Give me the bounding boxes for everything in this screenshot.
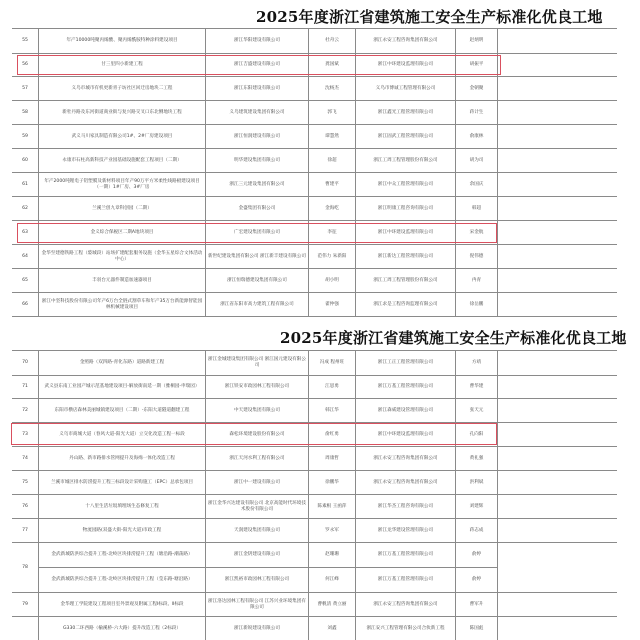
project-manager: 陈素根 王函萍 bbox=[308, 495, 355, 518]
project-name: 兰溪市城区排水防涝提升工程三标段设计采购施工（EPC）总承包项目 bbox=[38, 471, 205, 494]
table-row bbox=[12, 221, 617, 245]
table-row bbox=[12, 375, 617, 399]
project-manager: 范伟力 朱新阳 bbox=[308, 245, 355, 268]
project-manager: 刘鑫 bbox=[308, 617, 355, 640]
row-number: 70 bbox=[22, 360, 28, 365]
empty-cell bbox=[497, 29, 617, 53]
page-title-1: 2025年度浙江省建筑施工安全生产标准化优良工地 bbox=[256, 8, 603, 26]
row-number: 66 bbox=[22, 301, 28, 307]
supervision-company: 浙江工正工程管理有限公司 bbox=[355, 351, 455, 375]
table-row bbox=[12, 519, 617, 543]
table-row bbox=[12, 125, 617, 149]
supervision-company: 浙江固武工程管理有限公司 bbox=[355, 125, 455, 148]
row-number: 72 bbox=[22, 407, 28, 413]
project-manager: 胡小明 bbox=[308, 269, 355, 292]
chief-supervisor: 方靖 bbox=[455, 351, 497, 375]
row-number: 58 bbox=[22, 109, 28, 115]
construction-company: 浙江金钥建设有限公司 bbox=[205, 543, 308, 567]
empty-cell bbox=[497, 197, 617, 220]
table-row bbox=[12, 423, 617, 447]
chief-supervisor: 赵炳明 bbox=[455, 29, 497, 53]
empty-cell bbox=[497, 495, 617, 518]
project-name: 年产10000吨聚丙烯酸、聚丙烯酰胺特种涂料建设项目 bbox=[38, 29, 205, 53]
table-row bbox=[12, 245, 617, 269]
empty-cell bbox=[497, 101, 617, 124]
empty-cell bbox=[497, 617, 617, 640]
project-manager: 李征 bbox=[308, 221, 355, 244]
row-number: 73 bbox=[22, 431, 28, 437]
table-row bbox=[12, 77, 617, 101]
table-row bbox=[12, 197, 617, 221]
table-row-merged bbox=[12, 543, 617, 593]
project-name: 年产2000吨锂电子铝塑膜及新材料项目年产90万平方米柔性线路板建设项目（一期）1#厂房、3#厂房 bbox=[38, 173, 205, 196]
project-manager: 郭飞 bbox=[308, 101, 355, 124]
row-number: 59 bbox=[22, 133, 28, 139]
chief-supervisor: 张天元 bbox=[455, 399, 497, 422]
project-name: 永康市石柱高新科技产业园基础设施配套工程项目（二期） bbox=[38, 149, 205, 172]
project-name: 金义综合保税区二期A地块项目 bbox=[38, 221, 205, 244]
supervision-company: 浙江龙华建设管理有限公司 bbox=[355, 519, 455, 542]
table-row bbox=[12, 617, 617, 640]
project-manager: 龚国斌 bbox=[308, 53, 355, 76]
supervision-company: 浙江明康工程咨询有限公司 bbox=[355, 197, 455, 220]
empty-cell bbox=[497, 221, 617, 244]
supervision-company: 浙江工周工程管理股份有限公司 bbox=[355, 269, 455, 292]
chief-supervisor: 徐岳鹏 bbox=[455, 293, 497, 316]
supervision-company: 浙江中环建设监理有限公司 bbox=[355, 53, 455, 76]
row-number: 77 bbox=[22, 527, 28, 533]
project-name: 武义马川家具制造有限公司1#、2#厂房建设项目 bbox=[38, 125, 205, 148]
row-number: 79 bbox=[22, 601, 28, 607]
construction-company: 中天建设集团有限公司 bbox=[205, 399, 308, 422]
page-title-2: 2025年度浙江省建筑施工安全生产标准化优良工地 bbox=[280, 329, 627, 347]
project-name: 东阳市横店森林美丽城镇建设项目（二期）-东阳大道隧道翻建工程 bbox=[38, 399, 205, 422]
supervision-company: 浙江万基工程管理有限公司 bbox=[355, 543, 455, 567]
sub-row bbox=[38, 568, 497, 592]
construction-company: 浙江华阳建设有限公司 bbox=[205, 29, 308, 53]
project-name: 金华理工学院建设工程项目室外景观及附属工程Ⅰ标段、Ⅱ标段 bbox=[38, 593, 205, 616]
row-number: 60 bbox=[22, 157, 28, 163]
supervision-company: 浙江中环建设监理有限公司 bbox=[355, 423, 455, 446]
chief-supervisor: 胡为司 bbox=[455, 149, 497, 172]
table-row bbox=[12, 101, 617, 125]
construction-company: 浙江恒瑞德建设集团有限公司 bbox=[205, 269, 308, 292]
project-manager: 徐鹏华 bbox=[308, 471, 355, 494]
table-row bbox=[12, 593, 617, 617]
supervision-company: 浙江工周工程管理股份有限公司 bbox=[355, 149, 455, 172]
supervision-company: 浙江安兴工程管理有限公司合伙新工程 bbox=[355, 617, 455, 640]
construction-company: 浙江新锐建设有限公司 bbox=[205, 617, 308, 640]
construction-company: 浙江恒润建设有限公司 bbox=[205, 125, 308, 148]
construction-company: 浙江省东阳市高力建筑工程有限公司 bbox=[205, 293, 308, 316]
chief-supervisor: 曹军升 bbox=[455, 593, 497, 616]
project-manager: 翟仲强 bbox=[308, 293, 355, 316]
row-number: 74 bbox=[22, 455, 28, 461]
row-number: 78 bbox=[22, 564, 28, 570]
project-name: 金照路（双四路-青化东路）道路新建工程 bbox=[38, 351, 205, 375]
supervision-company: 浙江森威建设管理有限公司 bbox=[355, 399, 455, 422]
chief-supervisor: 胡振平 bbox=[455, 53, 497, 76]
chief-supervisor: 陈国彪 bbox=[455, 617, 497, 640]
chief-supervisor: 韩超 bbox=[455, 197, 497, 220]
supervision-company: 浙江万基工程管理有限公司 bbox=[355, 375, 455, 398]
project-manager: 周康哲 bbox=[308, 447, 355, 470]
construction-company: 浙江金华兴达建设有限公司 北京高能时代环境技术股份有限公司 bbox=[205, 495, 308, 518]
chief-supervisor: 曹华建 bbox=[455, 375, 497, 398]
supervision-company: 浙江永安工程咨询集团有限公司 bbox=[355, 593, 455, 616]
empty-cell bbox=[497, 351, 617, 375]
construction-company: 广宏建设集团有限公司 bbox=[205, 221, 308, 244]
row-number: 55 bbox=[22, 38, 28, 43]
project-manager: 罗永军 bbox=[308, 519, 355, 542]
row-number: 65 bbox=[22, 277, 28, 283]
supervision-company: 浙江中环建设监理有限公司 bbox=[355, 221, 455, 244]
supervision-company: 浙江永安工程咨询集团有限公司 bbox=[355, 471, 455, 494]
table-row bbox=[12, 173, 617, 197]
construction-company: 浙江天河水利工程有限公司 bbox=[205, 447, 308, 470]
chief-supervisor: 刘建辉 bbox=[455, 495, 497, 518]
project-name: 新牡丹路及东河街道商业街与复兴路交叉口东北侧地块工程 bbox=[38, 101, 205, 124]
construction-company: 新世纪建设集团有限公司 浙江新丰建设有限公司 bbox=[205, 245, 308, 268]
supervision-company: 浙江永安工程咨询集团有限公司 bbox=[355, 447, 455, 470]
table-row bbox=[12, 399, 617, 423]
chief-supervisor: 宋金航 bbox=[455, 221, 497, 244]
project-name: 义乌市商城大道（春风大道-阳光大道）立交化改造工程一标段 bbox=[38, 423, 205, 446]
chief-supervisor: 金朝聚 bbox=[455, 77, 497, 100]
table-row bbox=[12, 53, 617, 77]
project-manager: 何江峰 bbox=[308, 568, 355, 592]
row-number: 63 bbox=[22, 229, 28, 235]
project-manager: 金海屹 bbox=[308, 197, 355, 220]
chief-supervisor: 倪伟德 bbox=[455, 245, 497, 268]
construction-company: 浙江三元建设集团有限公司 bbox=[205, 173, 308, 196]
project-manager: 谭慧然 bbox=[308, 125, 355, 148]
empty-cell bbox=[497, 269, 617, 292]
empty-cell bbox=[497, 375, 617, 398]
empty-cell bbox=[497, 125, 617, 148]
row-number: 64 bbox=[22, 253, 28, 259]
row-number: 61 bbox=[22, 181, 28, 187]
empty-cell bbox=[497, 53, 617, 76]
supervision-company: 浙江鑫光工程管理有限公司 bbox=[355, 101, 455, 124]
project-name: 丰羽台元器件制造加速器项目 bbox=[38, 269, 205, 292]
row-number: 56 bbox=[22, 61, 28, 67]
empty-cell bbox=[497, 543, 617, 592]
construction-company: 天润建设集团有限公司 bbox=[205, 519, 308, 542]
project-name: 浙江中坚科技股份有限公司年产6万台全链式割草车和年产35万台新能源智能园林机械建设项目 bbox=[38, 293, 205, 316]
project-name: 武义县东南工业园产城示范基地建设项目-解放街南延一期（雅桐园-申瑞园） bbox=[38, 375, 205, 398]
row-number: 76 bbox=[22, 503, 28, 509]
project-manager: 俞红勇 bbox=[308, 423, 355, 446]
table-row bbox=[12, 447, 617, 471]
table-row bbox=[12, 471, 617, 495]
chief-supervisor: 孔向阳 bbox=[455, 423, 497, 446]
row-number: 71 bbox=[22, 383, 28, 389]
supervision-company: 义乌市博诚工程管理有限公司 bbox=[355, 77, 455, 100]
supervision-company: 浙江华杰工程咨询有限公司 bbox=[355, 495, 455, 518]
project-manager: 曹建平 bbox=[308, 173, 355, 196]
sub-row bbox=[38, 543, 497, 567]
project-name: G330二环西路（榆溪桥-六大路）提升改造工程（2标段） bbox=[38, 617, 205, 640]
construction-company: 义乌建筑建设集团有限公司 bbox=[205, 101, 308, 124]
chief-supervisor: 冉青 bbox=[455, 269, 497, 292]
construction-company: 浙江吉盛建设有限公司 bbox=[205, 53, 308, 76]
project-manager: 江思勇 bbox=[308, 375, 355, 398]
project-manager: 沈杨杰 bbox=[308, 77, 355, 100]
project-manager: 曹帆清 黄立丽 bbox=[308, 593, 355, 616]
chief-supervisor: 黄礼强 bbox=[455, 447, 497, 470]
construction-company: 浙江金城建设集团有限公司 浙江国元建设有限公司 bbox=[205, 351, 308, 375]
row-number bbox=[12, 617, 38, 640]
empty-cell bbox=[497, 173, 617, 196]
row-number: 75 bbox=[22, 479, 28, 485]
table-row bbox=[12, 293, 617, 317]
project-name: 金华至建德铁路工程（婺城段）站场扩建配套服务设施（金华五星综合文体活动中心） bbox=[38, 245, 205, 268]
construction-company: 浙江铁安市政园林工程有限公司 bbox=[205, 375, 308, 398]
table-row bbox=[12, 269, 617, 293]
project-name: 金武新城防洪综合提升工程-北岭区块排涝提升工程（莹东路-塘沿路） bbox=[38, 568, 205, 592]
supervision-company: 浙江永安工程咨询集团有限公司 bbox=[355, 29, 455, 53]
project-name: 金武新城防洪综合提升工程-北岭区块排涝提升工程（塘沿路-潮荡路） bbox=[38, 543, 205, 567]
chief-supervisor: 蒋志成 bbox=[455, 519, 497, 542]
project-name: 十八里生活垃圾填埋场生态修复工程 bbox=[38, 495, 205, 518]
chief-supervisor: 洪利斌 bbox=[455, 471, 497, 494]
empty-cell bbox=[497, 471, 617, 494]
project-name: 兰溪兰创九章科创园（二期） bbox=[38, 197, 205, 220]
project-manager: 冯成 程州旺 bbox=[308, 351, 355, 375]
chief-supervisor: 俞康林 bbox=[455, 125, 497, 148]
empty-cell bbox=[497, 245, 617, 268]
chief-supervisor: 蒋计生 bbox=[455, 101, 497, 124]
empty-cell bbox=[497, 519, 617, 542]
chief-supervisor: 余国庆 bbox=[455, 173, 497, 196]
supervision-company: 浙江万基工程管理有限公司 bbox=[355, 568, 455, 592]
project-name: 丹山路、新市路排水管网提升及海绵一体化改造工程 bbox=[38, 447, 205, 470]
project-manager: 赵珊珊 bbox=[308, 543, 355, 567]
row-number: 62 bbox=[22, 205, 28, 211]
row-number: 57 bbox=[22, 85, 28, 91]
supervision-company: 浙江新达工程管理有限公司 bbox=[355, 245, 455, 268]
chief-supervisor: 俞婷 bbox=[455, 568, 497, 592]
construction-company: 森松环境建设股份有限公司 bbox=[205, 423, 308, 446]
table-row bbox=[12, 350, 617, 376]
empty-cell bbox=[497, 447, 617, 470]
project-name: 义乌市城市有机更新青子坊社区回迁房地块二工程 bbox=[38, 77, 205, 100]
project-name: 物流园路(双盛大街-阳光大道)市政工程 bbox=[38, 519, 205, 542]
supervision-company: 浙江求是工程咨询监理有限公司 bbox=[355, 293, 455, 316]
empty-cell bbox=[497, 149, 617, 172]
construction-company: 浙江洛达园林工程有限公司 江苏兴业环境集团有限公司 bbox=[205, 593, 308, 616]
project-manager: 杜舟云 bbox=[308, 29, 355, 53]
construction-company: 金盛集团有限公司 bbox=[205, 197, 308, 220]
chief-supervisor: 俞婷 bbox=[455, 543, 497, 567]
construction-company: 浙江中一建设有限公司 bbox=[205, 471, 308, 494]
empty-cell bbox=[497, 399, 617, 422]
empty-cell bbox=[497, 593, 617, 616]
project-manager: 徐超 bbox=[308, 149, 355, 172]
project-manager: 韩江华 bbox=[308, 399, 355, 422]
supervision-company: 浙江中众工程管理有限公司 bbox=[355, 173, 455, 196]
construction-company: 浙江东阳建设有限公司 bbox=[205, 77, 308, 100]
construction-company: 浙江凯裕市政园林工程有限公司 bbox=[205, 568, 308, 592]
table-row bbox=[12, 149, 617, 173]
table-row bbox=[12, 495, 617, 519]
empty-cell bbox=[497, 77, 617, 100]
construction-company: 明华建设集团有限公司 bbox=[205, 149, 308, 172]
empty-cell bbox=[497, 423, 617, 446]
project-name: 甘三里四小新建工程 bbox=[38, 53, 205, 76]
table-row bbox=[12, 28, 617, 54]
empty-cell bbox=[497, 293, 617, 316]
